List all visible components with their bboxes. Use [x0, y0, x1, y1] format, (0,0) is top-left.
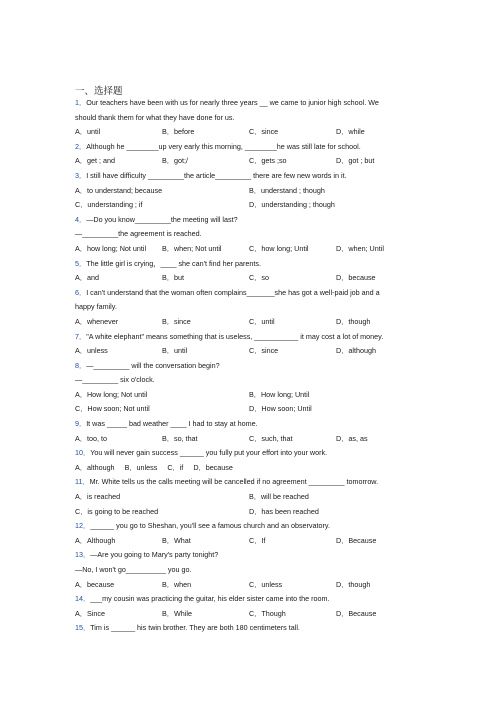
answer-option[interactable]: A．too, to: [75, 433, 107, 443]
options-row: [75, 125, 423, 140]
options-row: [75, 578, 423, 593]
dialogue-reply: —No, I won't go__________ you go.: [75, 565, 192, 574]
answer-option[interactable]: A．is reached: [75, 492, 121, 502]
options-row: [75, 154, 423, 169]
question-number: 2．: [75, 141, 87, 151]
answer-option[interactable]: A．unless: [75, 346, 108, 356]
options-row: [75, 607, 423, 622]
question-stem: [75, 286, 423, 301]
answer-option[interactable]: A．to understand; because: [75, 185, 163, 195]
options-row: [75, 534, 423, 549]
options-row: [75, 432, 423, 447]
question-number: 13．: [75, 550, 91, 560]
answer-option[interactable]: B．before: [162, 127, 195, 137]
options-row: [75, 505, 423, 520]
answer-option[interactable]: A．How long; Not until: [75, 389, 148, 399]
options-row: [75, 388, 423, 403]
answer-option[interactable]: D．understanding ; though: [249, 200, 335, 210]
options-row: [75, 198, 423, 213]
answer-option[interactable]: C．understanding ; if: [75, 200, 143, 210]
answer-option[interactable]: C．Though: [249, 608, 286, 618]
question-5: [75, 257, 423, 286]
answer-option[interactable]: B．since: [162, 316, 191, 326]
answer-option[interactable]: B．got;/: [162, 156, 188, 166]
question-stem: [75, 548, 423, 563]
question-number: 7．: [75, 331, 87, 341]
answer-option[interactable]: A．get ; and: [75, 156, 115, 166]
question-text: —Are you going to Mary's party tonight?: [90, 550, 219, 560]
answer-option[interactable]: D．How soon; Until: [249, 404, 312, 414]
answer-option[interactable]: D．although: [336, 346, 376, 356]
answer-option[interactable]: D．Because: [336, 535, 377, 545]
options-row: [75, 402, 423, 417]
question-number: 5．: [75, 258, 87, 268]
question-13: [75, 548, 423, 592]
answer-option[interactable]: B．when; Not until: [162, 243, 222, 253]
question-text: The little girl is crying，____ she can't find her parents.: [86, 258, 261, 268]
options-row: [75, 490, 423, 505]
question-stem: [75, 140, 423, 155]
answer-option[interactable]: D．when; Until: [336, 243, 384, 253]
question-stem: [75, 96, 423, 111]
question-number: 11．: [75, 477, 90, 487]
options-row: [75, 242, 423, 257]
question-10: [75, 446, 423, 475]
question-text: —_________ will the conversation begin?: [86, 360, 220, 370]
answer-option[interactable]: D．while: [336, 127, 365, 137]
question-text: —Do you know_________the meeting will last?: [86, 214, 238, 224]
question-4: [75, 213, 423, 257]
question-text: You will never gain success ______ you fully put your effort into your work.: [90, 448, 328, 458]
question-stem: [75, 169, 423, 184]
question-stem: [75, 213, 423, 228]
question-number: 12．: [75, 521, 91, 531]
question-number: 10．: [75, 448, 91, 458]
answer-option[interactable]: C．since: [249, 346, 279, 356]
question-12: [75, 519, 423, 548]
question-11: [75, 475, 423, 519]
question-text: ______ you go to Sheshan, you'll see a famous church and an observatory.: [90, 521, 330, 531]
question-text: Although he ________up very early this morning, ________he was still late for school.: [86, 141, 361, 151]
answer-option[interactable]: A．although: [75, 462, 115, 472]
answer-option[interactable]: C．unless: [249, 579, 283, 589]
answer-option[interactable]: C．since: [249, 127, 279, 137]
answer-option[interactable]: D．got ; but: [336, 156, 375, 166]
question-text: It was _____ bad weather ____ I had to stay at home.: [86, 419, 258, 429]
answer-option[interactable]: B．What: [162, 535, 191, 545]
answer-option[interactable]: B．when: [162, 579, 192, 589]
question-text: I can't understand that the woman often complains_______she has got a well-paid job and a: [86, 287, 380, 297]
question-text: Tim is ______ his twin brother. They are both 180 centimeters tall.: [90, 623, 300, 633]
answer-option[interactable]: B．How long; Until: [249, 389, 310, 399]
answer-option[interactable]: C．how long; Until: [249, 243, 309, 253]
answer-option[interactable]: A．Since: [75, 608, 105, 618]
question-number: 4．: [75, 214, 87, 224]
answer-option[interactable]: D．though: [336, 316, 371, 326]
answer-option[interactable]: C．so: [249, 273, 269, 283]
question-text: ___my cousin was practicing the guitar, his elder sister came into the room.: [90, 594, 330, 604]
question-7: [75, 330, 423, 359]
question-text: "A white elephant" means something that is useless, ___________ it may cost a lot of money.: [86, 331, 384, 341]
answer-option[interactable]: D．because: [193, 462, 233, 472]
answer-option[interactable]: D．Because: [336, 608, 377, 618]
answer-option[interactable]: B．understand ; though: [249, 185, 325, 195]
question-number: 14．: [75, 594, 91, 604]
answer-option[interactable]: D．as, as: [336, 433, 368, 443]
answer-option[interactable]: C．gets ;so: [249, 156, 287, 166]
answer-option[interactable]: D．though: [336, 579, 371, 589]
section-title: 一、选择题: [75, 86, 123, 97]
question-stem: [75, 475, 423, 490]
answer-option[interactable]: C．if: [167, 462, 184, 472]
question-list: [75, 96, 423, 636]
answer-option[interactable]: A．until: [75, 127, 101, 137]
answer-option[interactable]: C．such, that: [249, 433, 293, 443]
question-8: [75, 359, 423, 417]
options-row: [75, 461, 423, 476]
question-number: 1．: [75, 98, 87, 107]
answer-option[interactable]: D．because: [336, 273, 376, 283]
question-stem: [75, 417, 423, 432]
question-1: [75, 96, 423, 140]
answer-option[interactable]: A．how long; Not until: [75, 243, 147, 253]
question-stem: [75, 621, 423, 636]
question-number: 3．: [75, 170, 87, 180]
answer-option[interactable]: C．If: [249, 535, 266, 545]
answer-option[interactable]: D．has been reached: [249, 506, 319, 516]
question-number: 6．: [75, 287, 87, 297]
question-number: 15．: [75, 623, 91, 633]
question-text: Our teachers have been with us for nearly three years __ we came to junior high school. We: [86, 98, 379, 107]
question-14: [75, 592, 423, 621]
answer-option[interactable]: A．and: [75, 273, 99, 283]
options-row: [75, 315, 423, 330]
answer-option[interactable]: B．until: [162, 346, 188, 356]
question-number: 8．: [75, 360, 87, 370]
question-text: I still have difficulty _________the article_________ there are few new words in it.: [86, 170, 347, 180]
question-text-continued: should thank them for what they have done for us.: [75, 112, 235, 122]
question-15: [75, 621, 423, 636]
question-stem: [75, 257, 423, 272]
question-stem: [75, 359, 423, 374]
question-9: [75, 417, 423, 446]
answer-option[interactable]: C．until: [249, 316, 275, 326]
answer-option[interactable]: C．is going to be reached: [75, 506, 159, 516]
question-stem: [75, 446, 423, 461]
answer-option[interactable]: A．because: [75, 579, 115, 589]
options-row: [75, 271, 423, 286]
dialogue-reply: —_________the agreement is reached.: [75, 229, 202, 239]
answer-option[interactable]: A．Although: [75, 535, 116, 545]
answer-option[interactable]: A．whenever: [75, 316, 119, 326]
options-row: [75, 184, 423, 199]
question-6: [75, 286, 423, 330]
answer-option[interactable]: B．While: [162, 608, 192, 618]
options-row: [75, 344, 423, 359]
question-text-continued: happy family.: [75, 302, 117, 312]
question-stem: [75, 519, 423, 534]
answer-option[interactable]: B．unless: [124, 462, 158, 472]
answer-option[interactable]: C．How soon; Not until: [75, 404, 150, 414]
answer-option[interactable]: B．will be reached: [249, 492, 309, 502]
dialogue-reply: —_________ six o'clock.: [75, 375, 155, 385]
question-stem: [75, 592, 423, 607]
question-text: Mr. White tells us the calls meeting will be cancelled if no agreement _________ tomorrow.: [89, 477, 379, 487]
question-number: 9．: [75, 419, 87, 429]
question-3: [75, 169, 423, 213]
question-stem: [75, 330, 423, 345]
question-2: [75, 140, 423, 169]
answer-option[interactable]: B．but: [162, 273, 184, 283]
answer-option[interactable]: B．so, that: [162, 433, 198, 443]
